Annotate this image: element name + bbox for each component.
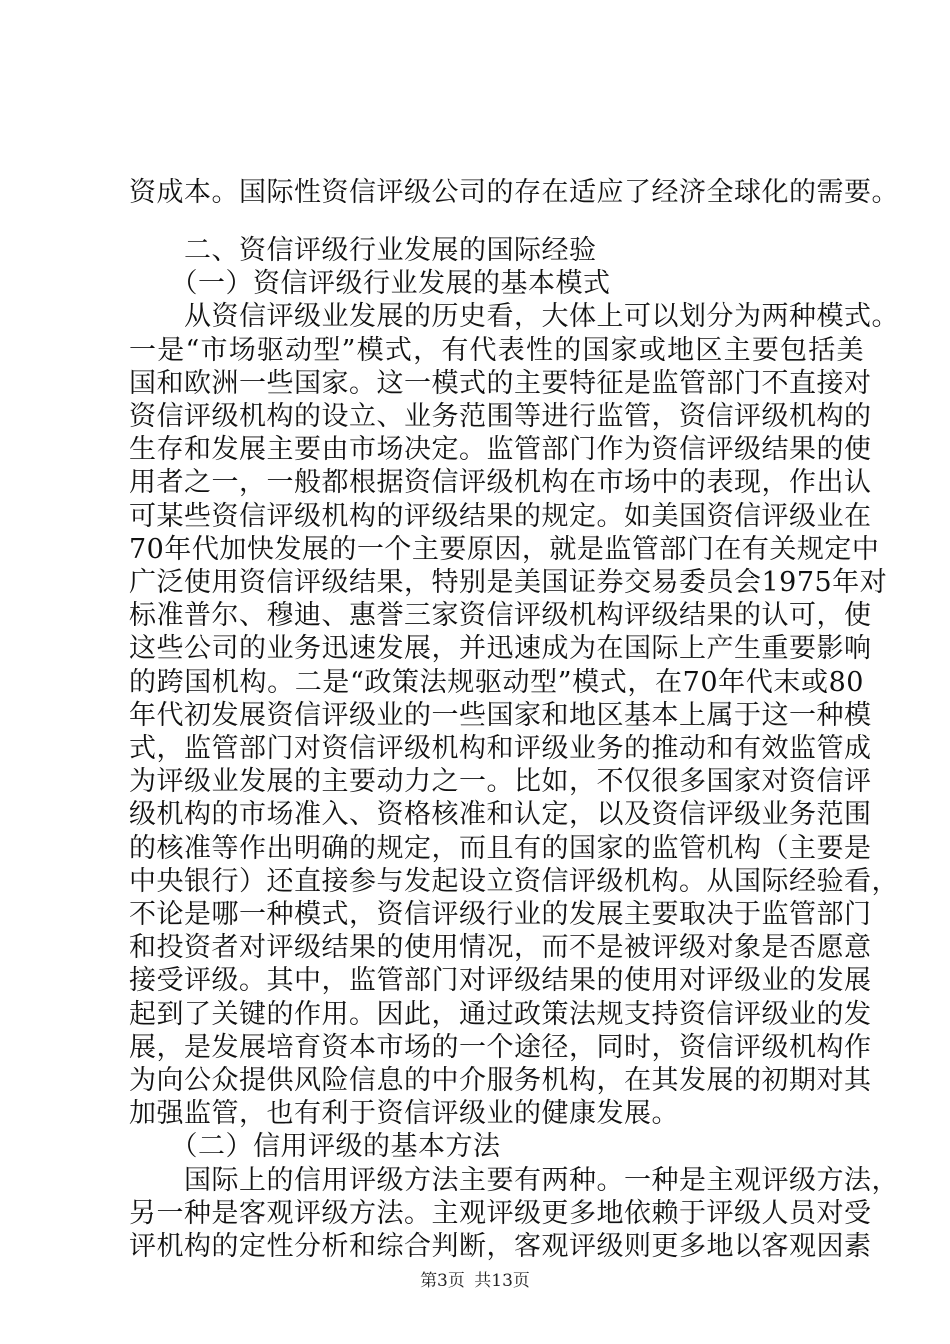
page-footer xyxy=(0,1270,950,1292)
text-line: 这些公司的业务迅速发展，并迅速成为在国际上产生重要影响 xyxy=(129,633,872,664)
text-line: 级机构的市场准入、资格核准和认定，以及资信评级业务范围 xyxy=(129,799,872,830)
page-number: 第3页 xyxy=(420,1271,465,1291)
text-line: 从资信评级业发展的历史看，大体上可以划分为两种模式。 xyxy=(129,301,899,332)
text-line: 展，是发展培育资本市场的一个途径，同时，资信评级机构作 xyxy=(129,1032,872,1063)
text-line: 广泛使用资信评级结果，特别是美国证券交易委员会1975年对 xyxy=(129,567,888,598)
text-line: 标准普尔、穆迪、惠誉三家资信评级机构评级结果的认可，使 xyxy=(129,600,872,631)
text-line: 可某些资信评级机构的评级结果的规定。如美国资信评级业在 xyxy=(129,501,872,532)
text-line: 中央银行）还直接参与发起设立资信评级机构。从国际经验看， xyxy=(129,866,899,897)
text-line: 加强监管，也有利于资信评级业的健康发展。 xyxy=(129,1098,679,1129)
text-line: 的跨国机构。二是“政策法规驱动型”模式，在70年代末或80 xyxy=(129,667,864,698)
text-line: 式，监管部门对资信评级机构和评级业务的推动和有效监管成 xyxy=(129,733,872,764)
text-line: 70年代加快发展的一个主要原因，就是监管部门在有关规定中 xyxy=(129,534,880,565)
text-line: 和投资者对评级结果的使用情况，而不是被评级对象是否愿意 xyxy=(129,932,872,963)
text-line: 国际上的信用评级方法主要有两种。一种是主观评级方法， xyxy=(129,1165,899,1196)
text-line: 生存和发展主要由市场决定。监管部门作为资信评级结果的使 xyxy=(129,434,872,465)
subsection-heading: （一）资信评级行业发展的基本模式 xyxy=(129,268,611,299)
section-heading: 二、资信评级行业发展的国际经验 xyxy=(129,235,597,266)
text-line: 资信评级机构的设立、业务范围等进行监管，资信评级机构的 xyxy=(129,401,872,432)
text-line: 的核准等作出明确的规定，而且有的国家的监管机构（主要是 xyxy=(129,833,872,864)
text-line: 为向公众提供风险信息的中介服务机构，在其发展的初期对其 xyxy=(129,1065,872,1096)
text-line: 为评级业发展的主要动力之一。比如，不仅很多国家对资信评 xyxy=(129,766,872,797)
text-line: 用者之一，一般都根据资信评级机构在市场中的表现，作出认 xyxy=(129,467,872,498)
text-line: 接受评级。其中，监管部门对评级结果的使用对评级业的发展 xyxy=(129,965,872,996)
subsection-heading: （二）信用评级的基本方法 xyxy=(129,1131,501,1162)
text-line: 年代初发展资信评级业的一些国家和地区基本上属于这一种模 xyxy=(129,700,872,731)
text-line: 国和欧洲一些国家。这一模式的主要特征是监管部门不直接对 xyxy=(129,368,872,399)
text-line: 一是“市场驱动型”模式，有代表性的国家或地区主要包括美 xyxy=(129,335,864,366)
text-line: 评机构的定性分析和综合判断，客观评级则更多地以客观因素 xyxy=(129,1231,872,1262)
text-line: 起到了关键的作用。因此，通过政策法规支持资信评级业的发 xyxy=(129,999,872,1030)
text-line: 资成本。国际性资信评级公司的存在适应了经济全球化的需要。 xyxy=(129,177,899,208)
text-line: 不论是哪一种模式，资信评级行业的发展主要取决于监管部门 xyxy=(129,899,872,930)
text-line: 另一种是客观评级方法。主观评级更多地依赖于评级人员对受 xyxy=(129,1198,872,1229)
page-total: 共13页 xyxy=(474,1271,530,1291)
